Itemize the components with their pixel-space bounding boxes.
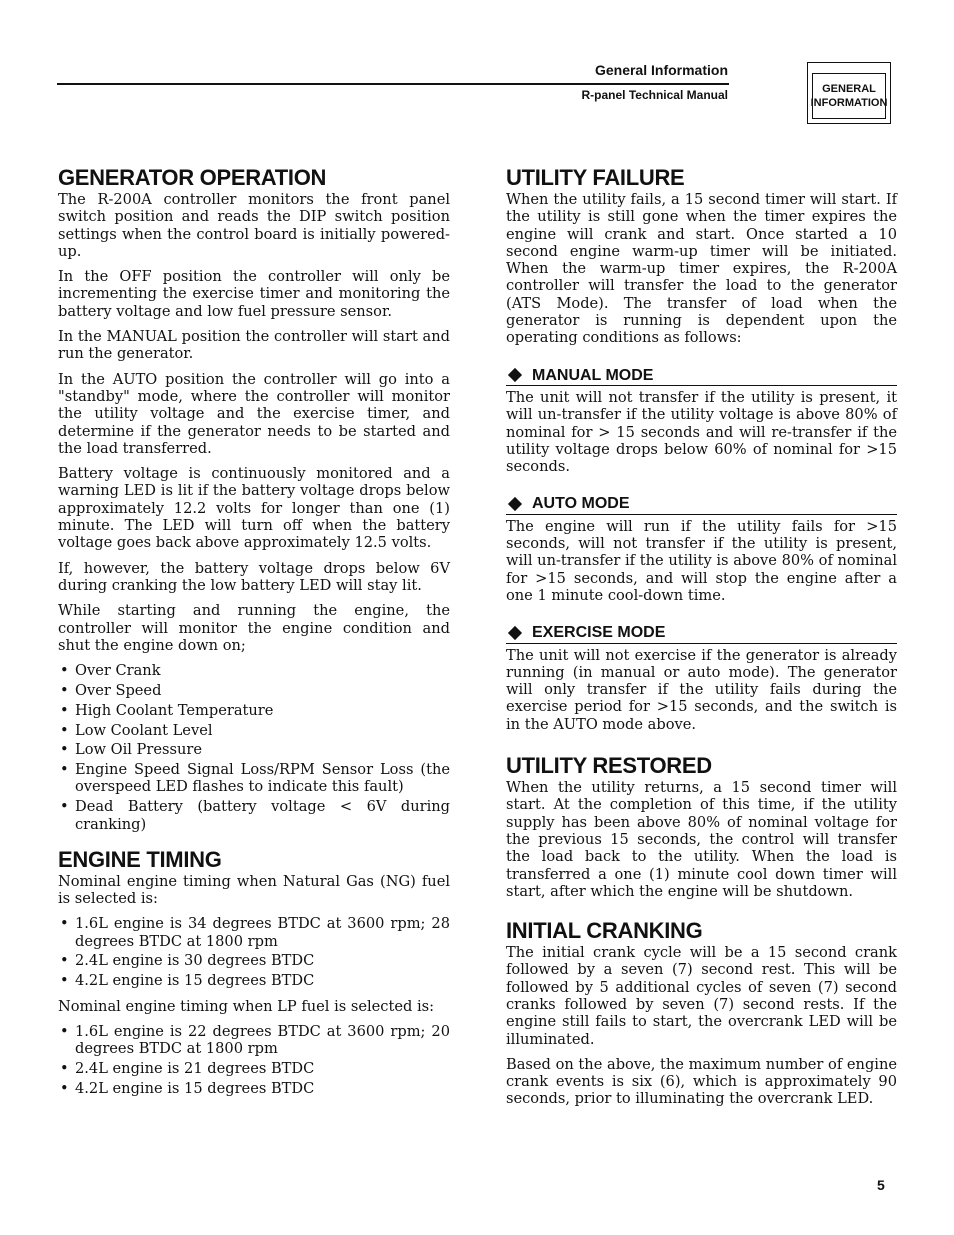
shutdown-conditions-list — [58, 662, 450, 833]
list-item: • 4.2L engine is 15 degrees BTDC — [58, 972, 450, 989]
page-number: 5 — [877, 1177, 885, 1193]
diamond-bullet-icon — [508, 368, 522, 382]
section-tab-inner — [812, 73, 886, 119]
paragraph: The engine will run if the utility fails for >15 seconds, will not transfer if the utility is present, will un-transfer if the utility is above 80% of nominal for >15 seconds, and will stop the engine after a one 1 minute cool-down time. — [506, 517, 897, 604]
heading-utility-restored: UTILITY RESTORED — [506, 753, 712, 779]
header-rule — [57, 83, 729, 85]
paragraph: The unit will not exercise if the generator is already running (in manual or auto mode). The generator will only transfer if the utility fails during the exercise period for >15 seconds, and the switch is in the AUTO mode above. — [506, 646, 897, 733]
heading-generator-operation: GENERATOR OPERATION — [58, 165, 327, 190]
paragraph: When the utility fails, a 15 second timer will start. If the utility is still gone when the timer expires the engine will crank and start. Once started a 10 second engine warm-up timer will be initiated. When the warm-up timer expires, the R-200A controller will transfer the load to the generator (ATS Mode). The transfer of load when the generator is running is dependent upon the operating conditions as follows: — [506, 191, 897, 347]
paragraph: The unit will not transfer if the utility is present, it will un-transfer if the utility voltage is above 80% of nominal for > 15 seconds and will re-transfer if the utility voltage drops below 60% of nominal for >15 seconds. — [506, 388, 897, 476]
section-tab — [807, 62, 891, 124]
subheading-label: EXERCISE MODE — [532, 624, 666, 642]
subheading-exercise-mode — [506, 624, 897, 643]
subheading-label: AUTO MODE — [532, 495, 630, 513]
paragraph: While starting and running the engine, the controller will monitor the engine condition and shut the engine down on; — [58, 602, 450, 654]
list-item: • 1.6L engine is 22 degrees BTDC at 3600 rpm; 20 degrees BTDC at 1800 rpm — [58, 1023, 450, 1058]
subheading-auto-mode — [506, 495, 897, 514]
list-item: • 4.2L engine is 15 degrees BTDC — [58, 1080, 450, 1097]
ng-timing-list — [58, 915, 450, 989]
paragraph: The R-200A controller monitors the front panel switch position and reads the DIP switch position settings when the control board is initially powered-up. — [58, 191, 450, 260]
left-column — [58, 165, 450, 1105]
list-item: • High Coolant Temperature — [58, 702, 450, 719]
diamond-bullet-icon — [508, 497, 522, 511]
paragraph: If, however, the battery voltage drops below 6V during cranking the low battery LED will stay lit. — [58, 559, 450, 594]
subheading-manual-mode — [506, 367, 897, 386]
list-item: • 1.6L engine is 34 degrees BTDC at 3600 rpm; 28 degrees BTDC at 1800 rpm — [58, 915, 450, 950]
header-subtitle: R-panel Technical Manual — [581, 88, 728, 102]
heading-utility-failure: UTILITY FAILURE — [506, 165, 685, 190]
subheading-label: MANUAL MODE — [532, 366, 654, 384]
paragraph: The initial crank cycle will be a 15 second crank followed by a seven (7) second rest. This will be followed by 5 additional cycles of seven (7) second cranks followed by seven (7) second rests. If the engine still fails to start, the overcrank LED will be illuminated. — [506, 944, 897, 1048]
list-item: • Over Speed — [58, 682, 450, 699]
list-item: • Dead Battery (battery voltage < 6V during cranking) — [58, 798, 450, 833]
heading-initial-cranking: INITIAL CRANKING — [506, 918, 703, 944]
paragraph: In the OFF position the controller will only be incrementing the exercise timer and monitoring the battery voltage and low fuel pressure sensor. — [58, 268, 450, 320]
list-item: • Low Oil Pressure — [58, 741, 450, 758]
header-title: General Information — [594, 62, 728, 78]
section-tab-line1: GENERAL — [822, 83, 876, 95]
list-item: • Engine Speed Signal Loss/RPM Sensor Loss (the overspeed LED flashes to indicate this fault) — [58, 761, 450, 796]
paragraph: Nominal engine timing when LP fuel is selected is: — [58, 997, 435, 1015]
list-item: • Over Crank — [58, 662, 450, 679]
right-column — [506, 165, 897, 1116]
list-item: • 2.4L engine is 21 degrees BTDC — [58, 1060, 450, 1077]
paragraph: Based on the above, the maximum number of engine crank events is six (6), which is approximately 90 seconds, prior to illuminating the overcrank LED. — [506, 1055, 897, 1108]
paragraph: In the MANUAL position the controller will start and run the generator. — [58, 328, 450, 363]
paragraph: Nominal engine timing when Natural Gas (NG) fuel is selected is: — [58, 872, 450, 908]
paragraph: Battery voltage is continuously monitored and a warning LED is lit if the battery voltage drops below approximately 12.2 volts for longer than one (1) minute. The LED will turn off when the battery voltage goes back above approximately 12.5 volts. — [58, 465, 450, 552]
heading-engine-timing: ENGINE TIMING — [58, 846, 222, 872]
list-item: • 2.4L engine is 30 degrees BTDC — [58, 952, 450, 969]
lp-timing-list — [58, 1023, 450, 1097]
section-tab-line2: INFORMATION — [810, 97, 888, 109]
list-item: • Low Coolant Level — [58, 722, 450, 739]
paragraph: In the AUTO position the controller will go into a "standby" mode, where the controller will monitor the utility voltage and the exercise timer, and determine if the generator needs to be started and the load transferred. — [58, 370, 450, 457]
diamond-bullet-icon — [508, 626, 522, 640]
page-header — [0, 0, 954, 140]
paragraph: When the utility returns, a 15 second timer will start. At the completion of this time, if the utility supply has been above 80% of nominal voltage for the previous 15 seconds, the control will transfer the load back to the utility. When the load is transferred a one (1) minute cool down timer will start, after which the engine will be shutdown. — [506, 779, 897, 900]
